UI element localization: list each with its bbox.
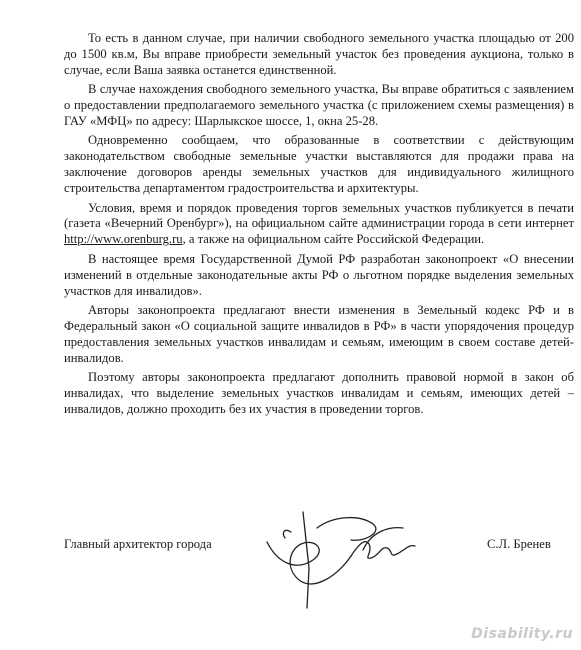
watermark-logo: Disability.ru: [471, 626, 573, 642]
paragraph-1: То есть в данном случае, при наличии свободного земельного участка площадью от 200 до 1500 кв.м, Вы вправе приобрести земельный участок без проведения аукциона, только в случае, если Ваша заявка останется единственной.: [64, 31, 574, 77]
signatory-name: С.Л. Бренев: [487, 537, 551, 551]
letter-body: [64, 31, 574, 421]
paragraph-4: [64, 201, 574, 249]
paragraph-7: Поэтому авторы законопроекта предлагают дополнить правовой нормой в закон об инвалидах, что выделение земельных участков инвалидам и семьям, имеющих детей – инвалидов, должно проходить без их участия в проведении торгов.: [64, 370, 574, 416]
paragraph-2: В случае нахождения свободного земельного участка, Вы вправе обратиться с заявлением о предоставлении предполагаемого земельного участка (с приложением схемы размещения) в ГАУ «МФЦ» по адресу: Шарлыкское шоссе, 1, окна 25-28.: [64, 82, 574, 129]
paragraph-4-text-after: , а также на официальном сайте Российской Федерации.: [182, 232, 485, 247]
paragraph-4-text-before: Условия, время и порядок проведения торгов земельных участков публикуется в печати (газета «Вечерний Оренбург»), на официальном сайте администрации города в сети интернет: [64, 200, 574, 231]
paragraph-5: В настоящее время Государственной Думой РФ разработан законопроект «О внесении изменений в отдельные законодательные акты РФ о льготном порядке выделения земельных участков для инвалидов».: [64, 251, 574, 298]
paragraph-6: Авторы законопроекта предлагают внести изменения в Земельный кодекс РФ и в Федеральный закон «О социальной защите инвалидов в РФ» в части упорядочения процедур предоставления земельных участков инвалидам и семьям, имеющим в своем составе детей-инвалидов.: [64, 303, 574, 365]
signatory-position: Главный архитектор города: [64, 537, 212, 551]
paragraph-3: Одновременно сообщаем, что образованные в соответствии с действующим законодательством свободные земельные участки выставляются для продажи права на заключение договоров аренды земельных участков для индивидуального жилищного строительства департаментом градостроительства и архитектуры.: [64, 133, 574, 196]
handwritten-signature: [255, 498, 445, 618]
official-site-link[interactable]: http://www.orenburg.ru: [64, 232, 183, 247]
